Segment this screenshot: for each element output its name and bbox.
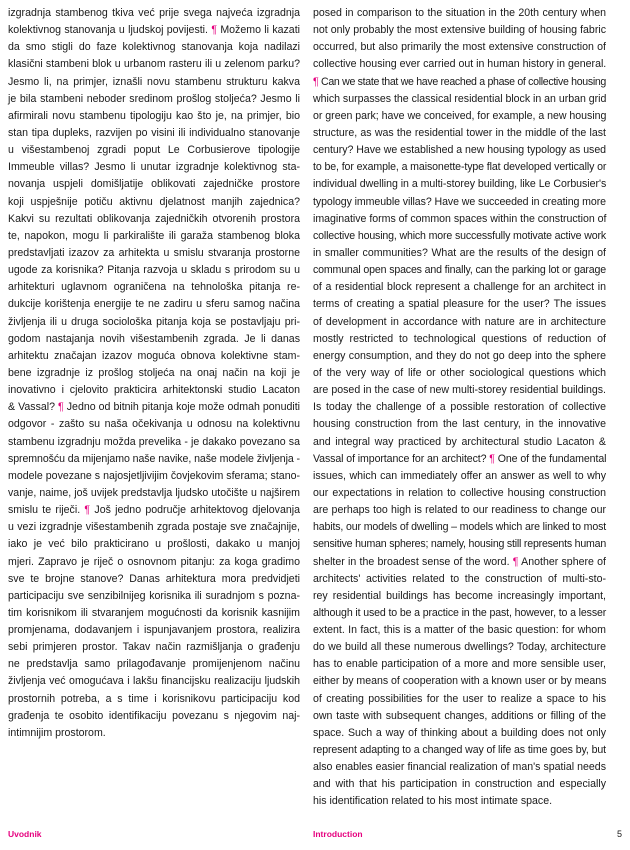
text-line: arhitekturi uglavnom ograničena na tehnološka pitanja re- [8, 281, 300, 294]
croatian-text-column [8, 5, 300, 742]
text-line: življenja ili u druga sociološka pitanja koja se postavljaju pri- [8, 315, 300, 328]
text-line: in smaller communities? What are the results of the design of [313, 246, 606, 259]
text-line: spremnošću da mijenjamo naše navike, naše modele življenja - [8, 452, 300, 465]
text-line: space. Such a way of thinking about a building does not only [313, 726, 606, 739]
text-line: Immeuble villas? Jesmo li unutar izgradnje kolektivnog sta- [8, 161, 300, 174]
text-line: u višestambenoj zgradi poput Le Corbusierove tipologije [8, 144, 300, 157]
text-line: intimnijim prostorom. [8, 726, 106, 739]
page-number: 5 [616, 829, 622, 839]
text-line: te, napokon, mogu li parkiralište ili garaža stambenog bloka [8, 229, 300, 242]
text-line: imaginative forms of common spaces within the construction of [313, 212, 607, 225]
pilcrow-mark: ¶ [211, 24, 218, 37]
pilcrow-mark: ¶ [313, 75, 319, 88]
text-line: posed in comparison to the situation in the 20th century when [313, 7, 606, 19]
text-line: rey residential buildings has become increasingly important, [313, 589, 606, 602]
text-line: afirmirali novu stambenu tipologiju kao što je, na primjer, bio [8, 109, 300, 122]
text-line: has to enable participation of a more and more sensible user, [313, 658, 606, 671]
text-line: shelter in the broadest sense of the word. ¶ Another sphere of [313, 555, 606, 568]
text-line: either by means of cooperation with a known user or by means [313, 675, 607, 688]
text-line: to be, for example, a maisonette-type flat developed vertically or [313, 161, 607, 174]
text-line: do we build all these numerous dwellings? Today, architecture [313, 641, 606, 654]
text-line: kolektivnog stanovanja u ljudskoj povijesti. ¶ Možemo li kazati [8, 24, 300, 37]
text-line: prostornih potreba, a s time i korisnikovu participaciju kod [8, 692, 300, 705]
text-line: sebi primjeren prostor. Takav način razmišljanja o građenju [8, 641, 300, 654]
text-line: odgovor - zašto su naša očekivanja u odnosu na kolektivnu [8, 418, 300, 431]
text-line: housing construction from the last century, in the innovative [313, 418, 606, 431]
text-line: inovativno i cjelovito prakticira arhitektonski studio Lacaton [8, 384, 300, 397]
pilcrow-mark: ¶ [489, 452, 495, 465]
text-line: also enables easier financial realization of man's spatial needs [313, 761, 606, 774]
text-line: typology immeuble villas? Have we succeeded in creating more [313, 195, 606, 208]
text-line: century? Have we established a new housing typology as used [313, 144, 607, 157]
text-line: da smo stigli do faze kolektivnog stanovanja koja nadilazi [8, 41, 300, 54]
text-line: although it used to be a practice in the past, however, to a lesser [313, 606, 607, 619]
text-line: our expectations in relation to collective housing construction [313, 486, 606, 499]
english-text-column [313, 5, 606, 811]
section-label-english: Introduction [313, 829, 363, 839]
text-line: and integral way practiced by architectural studio Lacaton & [313, 435, 606, 448]
text-line: participaciju sve senzibilnijeg korisnika ili suradnjom s pozna- [8, 589, 300, 602]
text-line: je bila stambeni neboder sredinom prošlog stoljeća? Jesmo li [8, 92, 300, 105]
text-line: vanje, naime, još uvijek predstavlja ljudsko utočište u najširem [8, 486, 300, 499]
text-line: građenja te osobito identifikaciju povezanu s njegovim naj- [8, 709, 300, 722]
text-line: življenja već omogućava i lakšu financijsku realizaciju ljudskih [8, 675, 300, 688]
text-line: and with that his participation in construction and especially [313, 778, 606, 791]
pilcrow-mark: ¶ [58, 401, 64, 414]
text-line: godom nastajanja novih višestambenih zgrada. Je li danas [8, 332, 300, 345]
text-line: own taste with subsequent changes, additions or filling of the [313, 709, 606, 722]
text-line: communal open spaces and finally, can the parking lot or garage [313, 264, 606, 277]
text-line: iako je već bilo prakticirano u prošlosti, dakako u manjoj [8, 538, 300, 551]
text-line: issues, which can immediately offer an answer as well to why [313, 469, 606, 482]
text-line: are posed in the case of new multi-storey residential buildings. [313, 384, 606, 397]
text-line: occurred, but also primarily the most extensive construction of [313, 41, 606, 54]
text-line: his identification related to his most intimate space. [313, 795, 553, 808]
text-line: sensitive human spheres; namely, housing still represents human [313, 538, 607, 551]
text-line: of creating possibilities for the user to realize a space to his [313, 692, 606, 705]
text-line: u vezi izgradnje višestambenih zgrada postaje sve značajnije, [8, 521, 300, 534]
text-line: individual dwelling in a multi-storey building, like Le Corbusier's [313, 178, 607, 191]
text-line: stambenu izgradnju možda prevelika - je dakako povezano sa [8, 435, 300, 448]
text-line: sve te brojne stanove? Danas arhitektura mora predvidjeti [8, 572, 300, 585]
pilcrow-mark: ¶ [512, 555, 519, 568]
text-line: terms of creating a spatial pleasure for the user? The issues [313, 298, 606, 311]
text-line: extent. In fact, this is a matter of the basic question: for whom [313, 624, 606, 637]
section-label-croatian: Uvodnik [8, 829, 42, 839]
text-line: koji uspješnije potiču aktivnu djelatnost manjih zajednica? [8, 195, 300, 208]
text-line: stan tipa dupleks, razvijen po visini ili individualno stanovanje [8, 126, 300, 139]
text-line: architects' activities related to the construction of multi-sto- [313, 572, 606, 585]
text-line: of a residential block represent a challenge for an architect in [313, 281, 606, 294]
text-line: mjeri. Zapravo je riječ o osnovnom pitanju: za koga gradimo [8, 555, 300, 568]
text-line: modele povezane s najosjetljivijim čovjekovim sferama; stano- [8, 469, 300, 482]
text-line: ugode za korisnika? Pitanja razvoja u skladu s prirodom su u [8, 264, 300, 277]
text-line: ne predstavlja samo prilagođavanje promijenjenom načinu [8, 658, 300, 671]
text-line: arhitektu značajan izazov moguća obnova kolektivne stam- [8, 349, 300, 362]
text-line: klasični stambeni blok u urbanom rasteru ili u zelenom parku? [8, 58, 300, 71]
text-line: ¶ Can we state that we have reached a phase of collective housing [313, 75, 606, 88]
text-line: predstavljati izazov za arhitekta u smislu stvaranja prostorne [8, 246, 300, 259]
text-line: energy consumption, and they do not go deep into the sphere [313, 349, 606, 362]
text-line: Kakvi su rezultati oblikovanja zajedničkih otvorenih prostora [8, 212, 300, 225]
text-line: promjenama, dodavanjem i ispunjavanjem prostora, realizira [8, 624, 300, 637]
text-line: Jesmo li, na primjer, iznašli novu stambenu strukturu kakva [8, 75, 300, 88]
text-line: novanja uspjeli domišljatije oblikovati zajedničke prostore [8, 178, 300, 191]
text-line: structure, as was the residential tower in the middle of the last [313, 126, 606, 139]
text-line: of the very way of life or other sociological questions which [313, 366, 606, 379]
text-line: are perhaps too high is related to our readiness to change our [313, 504, 606, 517]
text-line: & Vassal? ¶ Jedno od bitnih pitanja koje može odmah ponuditi [8, 401, 300, 414]
text-line: of development in accordance with nature are in architecture [313, 315, 606, 328]
text-line: not only probably the most extensive building of housing fabric [313, 24, 606, 37]
text-line: mostly restricted to technological questions of reduction of [313, 332, 606, 345]
text-line: izgradnja stambenog tkiva već prije svega najveća izgradnja [8, 7, 300, 19]
text-line: represent adapting to a changed way of life as time goes by, but [313, 744, 606, 757]
text-line: or green park; have we conceived, for example, a new housing [313, 109, 607, 122]
text-line: smislu te riječi. ¶ Još jedno područje arhitektovog djelovanja [8, 504, 300, 517]
text-line: which surpasses the classical residential block in an urban grid [313, 92, 607, 105]
text-line: collective housing ever carried out in human history in general. [313, 58, 607, 71]
text-line: bene izgradnje iz prošlog stoljeća na onaj način na koji je [8, 366, 300, 379]
text-line: Is today the challenge of a possible restoration of collective [313, 401, 606, 414]
text-line: tim korisnikom ili stvaranjem mogućnosti da korisnik kasnijim [8, 606, 300, 619]
text-line: habits, our models of dwelling – models which are linked to most [313, 521, 607, 534]
text-line: Vassal of importance for an architect? ¶ One of the fundamental [313, 452, 607, 465]
text-line: dukcije korištenja energije te ne zadiru u sferu samog načina [8, 298, 300, 311]
text-line: collective housing, which more successfully motivate active work [313, 229, 606, 242]
pilcrow-mark: ¶ [84, 504, 91, 517]
